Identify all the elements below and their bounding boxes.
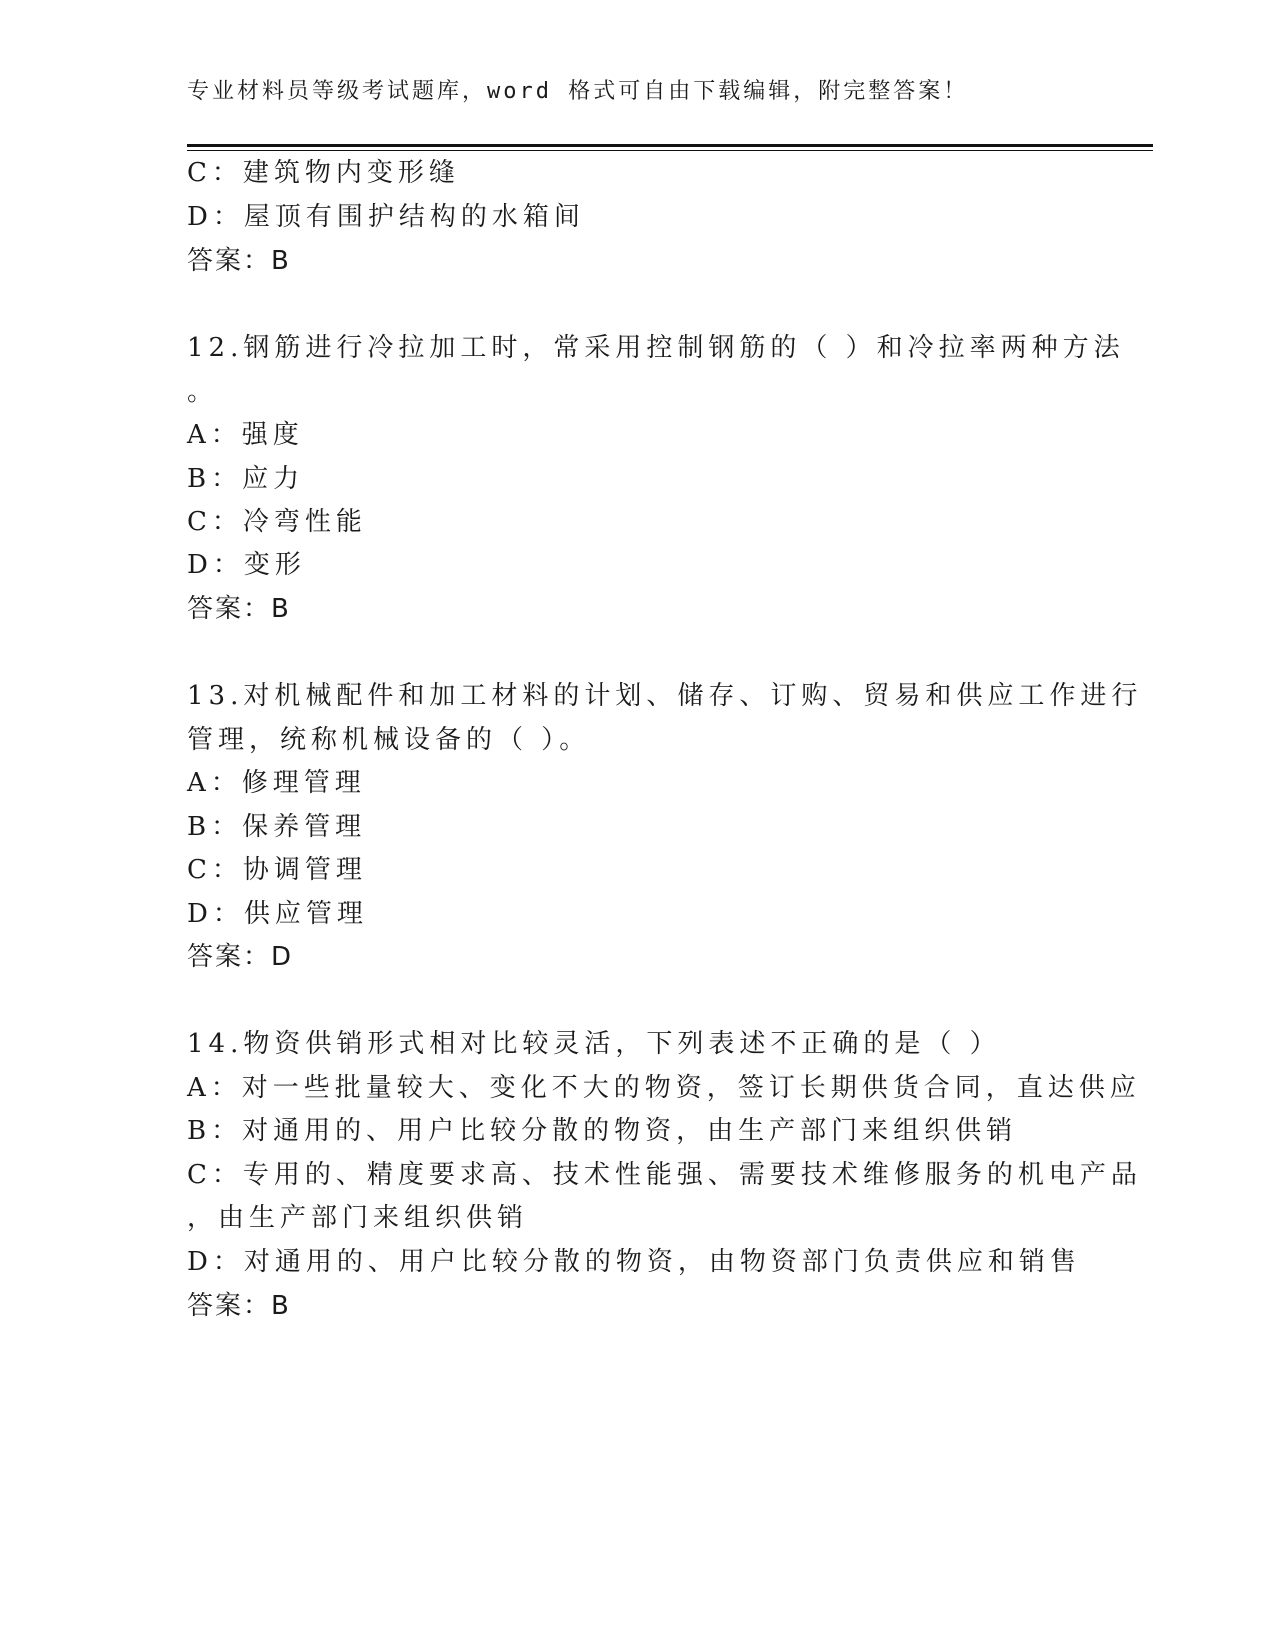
q14-option-c-line2: ，由生产部门来组织供销: [187, 1203, 529, 1233]
q12-option-c: C：冷弯性能: [187, 507, 367, 537]
q12-option-a: A：强度: [187, 420, 304, 450]
page-header: 专业材料员等级考试题库，word 格式可自由下载编辑，附完整答案！: [187, 79, 969, 104]
q11-option-d: D：屋顶有围护结构的水箱间: [187, 202, 585, 232]
header-rule-thick: [187, 144, 1153, 147]
q12-question-line2: 。: [187, 377, 219, 407]
q11-option-c: C：建筑物内变形缝: [187, 158, 460, 188]
q13-answer: 答案：D: [187, 942, 294, 972]
q13-question-line1: 13.对机械配件和加工材料的计划、储存、订购、贸易和供应工作进行: [187, 681, 1143, 711]
q14-question-line1: 14.物资供销形式相对比较灵活，下列表述不正确的是（ ）: [187, 1029, 1001, 1059]
header-rule-thin: [187, 150, 1153, 151]
q13-option-a: A：修理管理: [187, 768, 366, 798]
q13-option-b: B：保养管理: [187, 812, 367, 842]
q14-option-d: D：对通用的、用户比较分散的物资，由物资部门负责供应和销售: [187, 1247, 1081, 1277]
q12-option-d: D：变形: [187, 550, 306, 580]
q14-option-c-line1: C：专用的、精度要求高、技术性能强、需要技术维修服务的机电产品: [187, 1160, 1142, 1190]
q12-option-b: B：应力: [187, 464, 305, 494]
q14-option-b: B：对通用的、用户比较分散的物资，由生产部门来组织供销: [187, 1116, 1018, 1146]
q13-question-line2: 管理，统称机械设备的（ ）。: [187, 725, 591, 755]
q12-answer: 答案：B: [187, 594, 291, 624]
q14-answer: 答案：B: [187, 1291, 291, 1321]
q13-option-c: C：协调管理: [187, 855, 367, 885]
q14-option-a: A：对一些批量较大、变化不大的物资，签订长期供货合同，直达供应: [187, 1073, 1141, 1103]
q11-answer: 答案：B: [187, 246, 291, 276]
q12-question-line1: 12.钢筋进行冷拉加工时，常采用控制钢筋的（ ）和冷拉率两种方法: [187, 333, 1125, 363]
q13-option-d: D：供应管理: [187, 899, 368, 929]
